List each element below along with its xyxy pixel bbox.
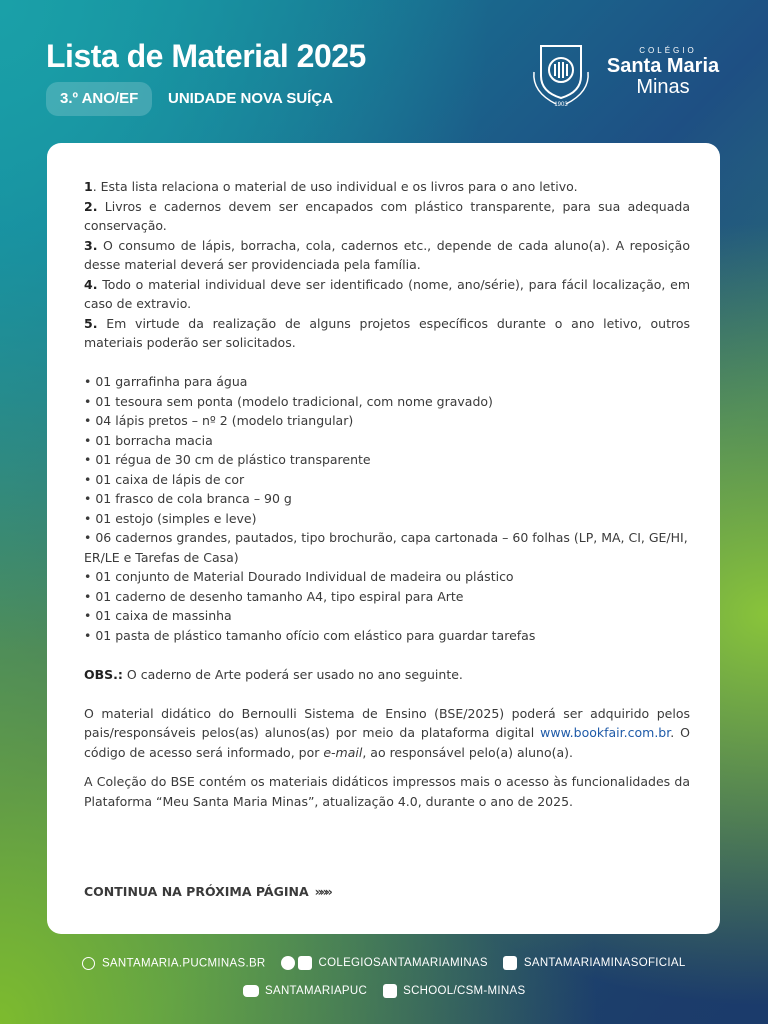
social-threads-instagram[interactable] [281,956,488,970]
bse-paragraph-1 [84,704,690,763]
list-item: • 04 lápis pretos – nº 2 (modelo triangular) [84,413,354,428]
social-row-1 [0,956,768,970]
social-website-label: SANTAMARIA.PUCMINAS.BR [101,957,266,970]
rule-3 [84,236,690,275]
chevrons-right-icon: »»» [314,884,330,899]
rule-1 [84,177,690,197]
unit-label: UNIDADE NOVA SUÍÇA [168,90,334,107]
bse-text: , ao responsável pelo(a) aluno(a). [362,744,573,760]
social-facebook[interactable] [503,956,685,970]
brand-sub: Minas [636,76,690,98]
continue-label: CONTINUA NA PRÓXIMA PÁGINA [84,884,309,899]
grade-badge: 3.º ANO/EF [46,82,152,116]
threads-icon [281,956,295,970]
continue-next-page [84,884,330,899]
rules-section [84,177,690,353]
rule-5 [84,314,690,353]
rule-text: . Esta lista relaciona o material de uso individual e os livros para o ano letivo. [92,179,578,194]
rule-4 [84,275,690,314]
rule-text: Todo o material individual deve ser identificado (nome, ano/série), para fácil localização, em caso de extravio. [84,276,690,311]
brand-name: Santa Maria [606,55,720,77]
facebook-icon [503,956,517,970]
rule-text: Livros e cadernos devem ser encapados com plástico transparente, para sua adequada conservação. [84,198,690,233]
bse-text: . O código de acesso será informado, por [84,725,690,760]
rule-number: 4. [84,276,98,292]
list-item: • 01 estojo (simples e leve) [84,510,257,526]
rule-number: 3. [84,237,98,253]
crest-icon [526,42,596,110]
social-youtube[interactable] [243,985,368,997]
instagram-icon [298,956,312,970]
content-card [47,143,720,934]
social-youtube-label: SANTAMARIAPUC [265,985,368,998]
crest-year: 1903 [554,102,568,108]
bookfair-link[interactable]: www.bookfair.com.br [540,725,671,740]
list-item: • 01 frasco de cola branca – 90 g [84,491,292,506]
bse-email-word: e-mail [323,744,363,760]
linkedin-icon [383,984,397,998]
material-list [84,372,690,645]
bse-paragraph-2: A Coleção do BSE contém os materiais didáticos impressos mais o acesso às funcionalidades da Plataforma “Meu Santa Maria Minas”, atualização 4.0, durante o ano de 2025. [84,774,690,809]
obs-note [84,665,690,685]
list-item: • 01 borracha macia [84,432,213,448]
social-row-2 [0,984,768,998]
list-item: • 01 garrafinha para água [84,374,248,389]
brand-small: COLÉGIO [639,46,697,55]
list-item: • 01 caderno de desenho tamanho A4, tipo espiral para Arte [84,588,464,604]
social-instagram-label: COLEGIOSANTAMARIAMINAS [318,957,488,970]
list-item: • 01 tesoura sem ponta (modelo tradicional, com nome gravado) [84,393,493,409]
list-item: • 01 régua de 30 cm de plástico transparente [84,452,371,467]
list-item: • 01 pasta de plástico tamanho ofício com elástico para guardar tarefas [84,627,536,643]
social-linkedin-label: SCHOOL/CSM-MINAS [403,985,526,998]
list-item: • 01 caixa de massinha [84,608,232,623]
obs-label: OBS.: [84,666,123,682]
rule-2 [84,197,690,236]
rule-number: 5. [84,315,98,331]
school-logo [526,42,726,110]
rule-text: Em virtude da realização de alguns projetos específicos durante o ano letivo, outros materiais poderão ser solicitados. [84,315,690,350]
globe-icon [82,957,95,970]
social-facebook-label: SANTAMARIAMINASOFICIAL [523,957,686,970]
list-item: • 01 conjunto de Material Dourado Individual de madeira ou plástico [84,569,514,584]
bse-text: O material didático do Bernoulli Sistema de Ensino (BSE/2025) poderá ser adquirido pelos pais/responsáveis pelos(as) alunos(as) por meio da plataforma digital [84,705,690,740]
rule-number: 2. [84,198,98,214]
social-website[interactable] [82,957,265,970]
list-item: • 01 caixa de lápis de cor [84,471,245,487]
social-linkedin[interactable] [383,984,526,998]
list-item: • 06 cadernos grandes, pautados, tipo brochurão, capa cartonada – 60 folhas (LP, MA, CI, GE/HI, ER/LE e Tarefas de Casa) [84,530,688,565]
page-title: Lista de Material 2025 [46,38,366,74]
obs-text: O caderno de Arte poderá ser usado no ano seguinte. [122,666,463,682]
youtube-icon [243,985,259,997]
rule-number: 1 [84,179,93,194]
rule-text: O consumo de lápis, borracha, cola, cadernos etc., depende de cada aluno(a). A reposição desse material deverá ser providenciada pela família. [84,237,690,272]
